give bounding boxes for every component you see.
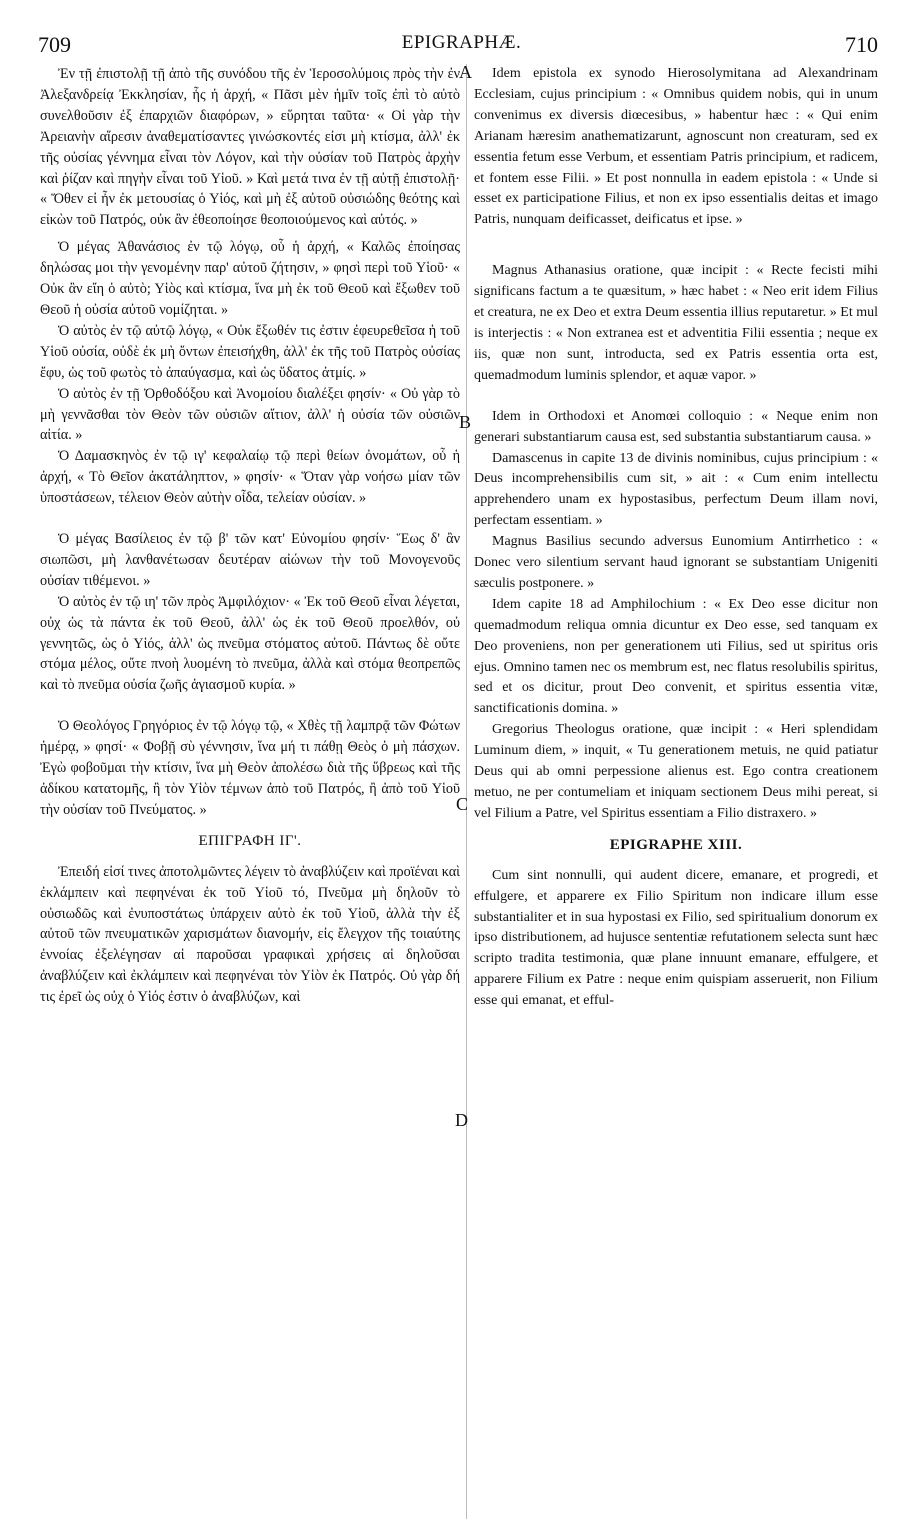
page-header <box>0 24 923 64</box>
greek-paragraph: Ὁ αὐτὸς ἐν τῇ Ὀρθοδόξου καὶ Ἀνομοίου διαλέξει φησίν· « Οὐ γὰρ τὸ μὴ γεννᾶσθαι τὸν Θεὸν τῶν οὐσιῶν αἴτιον, ἀλλ' ἡ οὐσία τῶν οὐσιῶν αἰτία. » <box>40 385 460 444</box>
page-number-right: 710 <box>845 32 878 57</box>
running-title: EPIGRAPHÆ. <box>401 32 522 53</box>
latin-paragraph: Magnus Basilius secundo adversus Eunomium Antirrhetico : « Donec vero silentium servant haud ignorant se substantiam Unigeniti sæculis postponere. » <box>474 534 878 591</box>
greek-paragraph: Ὁ μέγας Ἀθανάσιος ἐν τῷ λόγῳ, οὗ ἡ ἀρχή, « Καλῶς ἐποίησας δηλώσας μοι τὴν γενομένην παρ' αὐτοῦ ζήτησιν, » φησὶ περὶ τοῦ Υἱοῦ· « Οὐκ ἂν εἴη ὁ αὐτὸ; Υἱὸς καὶ κτίσμα, ἵνα μὴ ἐκ τοῦ Θεοῦ καὶ ἔξωθεν τοῦ Θεοῦ ἡ οὐσία αὐτοῦ νομίζηται. » <box>40 239 460 318</box>
margin-letter-b: B <box>459 412 472 432</box>
greek-paragraph: Ἐν τῇ ἐπιστολῇ τῇ ἀπὸ τῆς συνόδου τῆς ἐν Ἱεροσολύμοις πρὸς τὴν ἐν Ἀλεξανδρείᾳ Ἐκκλησίαν, ἧς ἡ ἀρχή, « Πᾶσι μὲν ἡμῖν τοῖς ἐπὶ τὸ αὐτὸ συνελθοῦσιν ἐξ ἐπαρχιῶν διαφόρων, » εὕρηται ταῦτα· « Οἱ γὰρ τὴν Ἀρειανὴν αἵρεσιν ἀναθεματίσαντες γινώσκοντές εἰσι μὴ κτίσμα, ἀλλ' ἐκ τῆς οὐσίας γέννημα εἶναι τὸν Λόγον, καὶ τὴν οὐσίαν τοῦ Πατρὸς ἀρχὴν καὶ ῥίζαν καὶ πηγὴν εἶναι τοῦ Υἱοῦ. » Καὶ μετά τινα ἐν τῇ αὐτῇ ἐπιστολῇ· « Ὅθεν εἰ ἦν ἐκ μετουσίας ὁ Υἱός, καὶ μὴ ἐξ αὐτοῦ οὐσιώδης θεότης καὶ εἰκὼν τοῦ Πατρός, οὐκ ἂν ἐθεοποίησε θεοποιούμενος καὶ αὐτός. » <box>40 66 460 229</box>
greek-paragraph: Ὁ Θεολόγος Γρηγόριος ἐν τῷ λόγῳ τῷ, « Χθὲς τῇ λαμπρᾷ τῶν Φώτων ἡμέρᾳ, » φησί· « Φοβῇ σὺ γέννησιν, ἵνα μή τι πάθῃ Θεὸς ὁ μὴ πάσχων. Ἐγὼ φοβοῦμαι τὴν κτίσιν, ἵνα μὴ Θεὸν ἀπολέσω διὰ τῆς ὕβρεως καὶ τῆς ἀδίκου κατατομῆς, ἢ τὸν Υἱὸν τέμνων ἀπὸ τοῦ Πατρός, ἢ ἀπὸ τοῦ Υἱοῦ τὴν οὐσίαν τοῦ Πνεύματος. » <box>40 718 460 818</box>
latin-paragraph: Idem capite 18 ad Amphilochium : « Ex Deo esse dicitur non quemadmodum reliqua omnia dicuntur ex Deo esse, sed tanquam ex Deo proveniens, non per generationem uti Filius, sed ut spiritus oris ejus. Omnino tamen nec os membrum est, nec flatus resolubilis spiritus, sed et os dicitur, prout Deo convenit, et spiritus essentia vitæ, sanctificationis domina. » <box>474 596 878 717</box>
latin-paragraph: Cum sint nonnulli, qui audent dicere, emanare, et progredi, et effulgere, et apparere ex Filio Spiritum non indicare illum esse substantialiter et in sua hypostasi ex Filio, sed spiritualium donorum ex ipso distributionem, ad hujusce sententiæ refutationem selecta sunt hæc scripto tradita testimonia, quæ plane innuunt emanare, effulgere, et apparere Filium ex Patre : neque enim quispiam asseruerit, non Filium esse qui emanat, et efful- <box>474 867 878 1009</box>
greek-paragraph: Ὁ μέγας Βασίλειος ἐν τῷ β' τῶν κατ' Εὐνομίου φησίν· Ἕως δ' ἂν σιωπῶσι, μὴ λανθανέτωσαν δευτέραν αἰώνων τὴν τοῦ Μονογενοῦς οὐσίαν τιθέμενοι. » <box>40 531 460 589</box>
greek-column <box>40 64 460 1008</box>
latin-section-heading: EPIGRAPHE XIII. <box>609 836 743 853</box>
latin-paragraph: Magnus Athanasius oratione, quæ incipit : « Recte fecisti mihi significans factum a te quæsitum, » hæc habet : « Neo erit idem Filius et creatura, ne ex Deo et extra Deum essentia illius reputaretur. » Et mul is interjectis : « Non extranea est et adventitia Filii essentia ; neque ex iis, quæ non sunt, introducta, sed ex Patris essentia orta est, quemadmodum luminis splendor, et aquæ vapor. » <box>474 263 878 383</box>
greek-paragraph: Ὁ Δαμασκηνὸς ἐν τῷ ιγ' κεφαλαίῳ τῷ περὶ θείων ὀνομάτων, οὗ ἡ ἀρχή, « Τὸ Θεῖον ἀκατάληπτον, » φησίν· « Ὅταν γὰρ νοήσω μίαν τῶν ὑποστάσεων, τέλειον Θεὸν αὐτὴν οἶδα, τελείαν οὐσίαν. » <box>40 448 460 507</box>
page-number-left: 709 <box>38 32 71 57</box>
greek-section-heading: ΕΠΙΓΡΑΦΗ ΙΓ'. <box>198 832 302 849</box>
column-divider <box>466 64 467 1519</box>
margin-letter-c: C <box>456 794 469 814</box>
latin-paragraph: Idem epistola ex synodo Hierosolymitana ad Alexandrinam Ecclesiam, cujus principium : « Omnibus quidem nobis, qui in unum convenimus ex diversis diœcesibus, » habentur hæc : « Qui enim Arianam hæresim anathematizarunt, agnoscunt non creaturam, sed ex essentia fetum esse Verbum, et essentiam Patris principium, et radicem, et fontem esse Filii. » Et post nonnulla in eadem epistola : « Unde si esset ex participatione Filius, et non ex ipso essentialis deitas et imago Patris, nunquam deificasset, deificatus et ipse. » <box>474 66 878 228</box>
greek-paragraph: Ὁ αὐτὸς ἐν τῷ αὐτῷ λόγῳ, « Οὐκ ἔξωθέν τις ἐστιν ἐφευρεθεῖσα ἡ τοῦ Υἱοῦ οὐσία, οὐδὲ ἐκ μὴ ὄντων ἐπεισήχθη, ἀλλ' ἐκ τῆς τοῦ Πατρὸς οὐσίας ἔφυ, ὡς τοῦ φωτὸς τὸ ἀπαύγασμα, καὶ ὡς ὕδατος ἀτμίς. » <box>40 322 460 381</box>
latin-paragraph: Damascenus in capite 13 de divinis nominibus, cujus principium : « Deus incomprehensibilis cum sit, » ait : « Cum enim intellectu apprehendero unam ex hypostasibus, perfectum Deum illam novi, perfectam essentiam. » <box>474 450 878 529</box>
latin-paragraph: Idem in Orthodoxi et Anomœi colloquio : « Neque enim non generari substantiarum causa est, sed substantia substantiarum causa. » <box>474 408 878 445</box>
margin-letter-d: D <box>455 1110 468 1130</box>
latin-column <box>474 64 878 1012</box>
greek-paragraph: Ὁ αὐτὸς ἐν τῷ ιη' τῶν πρὸς Ἀμφιλόχιον· « Ἐκ τοῦ Θεοῦ εἶναι λέγεται, οὐχ ὡς τὰ πάντα ἐκ τοῦ Θεοῦ, ἀλλ' ὡς ἐκ τοῦ Θεοῦ προελθόν, οὐ γεννητῶς, ὡς ὁ Υἱός, ἀλλ' ὡς πνεῦμα στόματος αὐτοῦ. Πάντως δὲ οὔτε στόμα μέλος, οὔτε πνοὴ λυομένη τὸ πνεῦμα, ἀλλὰ καὶ στόμα θεοπρεπῶς καὶ τὸ πνεῦμα οὐσία ζωῆς ἁγιασμοῦ κυρία. » <box>40 593 460 694</box>
greek-paragraph: Ἐπειδή εἰσί τινες ἀποτολμῶντες λέγειν τὸ ἀναβλύζειν καὶ προϊέναι καὶ ἐκλάμπειν καὶ πεφηνέναι ἐκ τοῦ Υἱοῦ τό, Πνεῦμα μὴ δηλοῦν τὸ οὐσιωδῶς καὶ ἐνυποστάτως ὑπάρχειν αὐτὸ ἐκ τοῦ Υἱοῦ, ἀλλὰ τὴν ἐξ αὐτοῦ τῶν πνευματικῶν χαρισμάτων διανομήν, εἰς ἔλεγχον τῆς τοιαύτης ἐννοίας ἐξελέγησαν αἱ παροῦσαι γραφικαὶ χρήσεις αἱ δηλοῦσαι ἀναβλύζειν καὶ ἐκλάμπειν καὶ πεφηνέναι τὸν Υἱὸν ἐκ Πατρός. Οὐ γὰρ δή τις ἐρεῖ ὡς οὐχ ὁ Υἱός ἐστιν ὁ ἀναβλύζων, καὶ <box>40 863 460 1006</box>
latin-paragraph: Gregorius Theologus oratione, quæ incipit : « Heri splendidam Luminum diem, » inquit, « Tu generationem metuis, ne quid patiatur Deus qui ab omni perpessione alienus est. Ego contra creationem metuo, ne per contumeliam et iniquam sectionem Deus mihi pereat, si vel Filium a Patre, vel Spiritus essentiam a Filio distraxero. » <box>474 722 878 821</box>
margin-letter-a: A <box>459 62 472 82</box>
